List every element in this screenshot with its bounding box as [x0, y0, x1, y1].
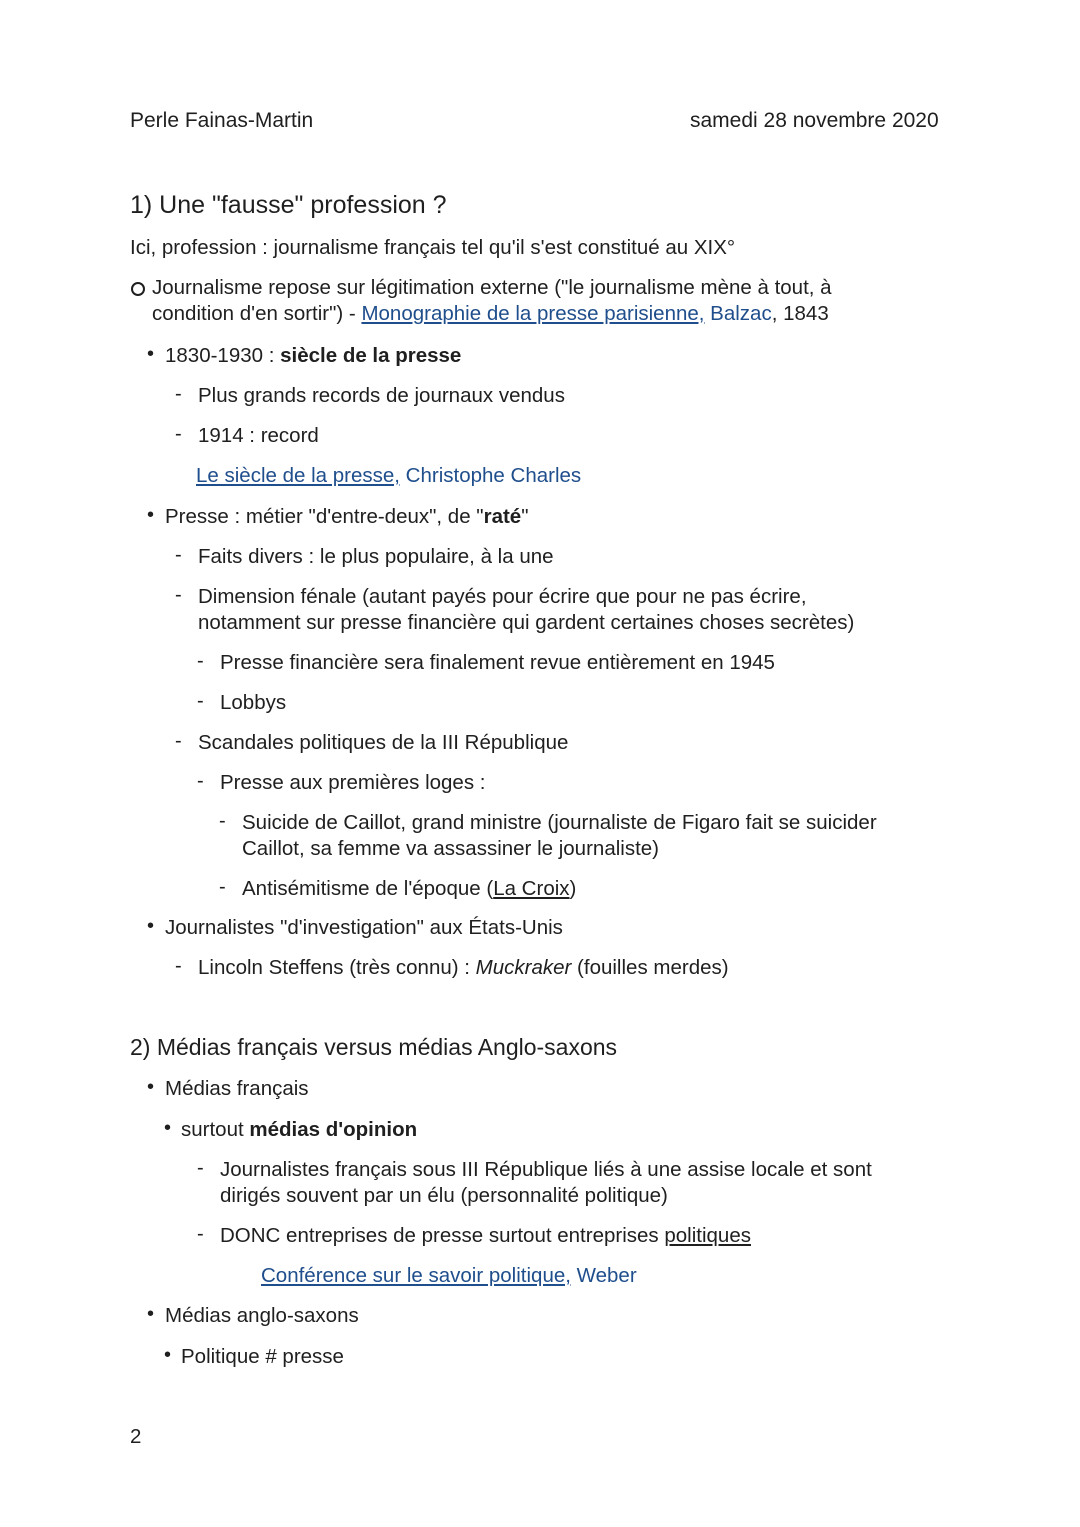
dash-bullet-icon: - — [175, 730, 182, 752]
bullet-text-end: " — [521, 505, 529, 528]
bullet-metier — [165, 504, 528, 530]
dash-item-records: Plus grands records de journaux vendus — [198, 384, 565, 407]
reference-link-siecle[interactable]: Le siècle de la presse, — [196, 464, 400, 487]
bullet-bold-text: siècle de la presse — [280, 344, 462, 367]
bullet-text: Presse : métier "d'entre-deux", de " — [165, 505, 484, 528]
point-line-2-text: condition d'en sortir") - — [152, 302, 362, 325]
dot-bullet-icon: • — [164, 1117, 172, 1139]
item-text-end: (fouilles merdes) — [571, 956, 729, 979]
sub-sub-item-caillot-line-1: Suicide de Caillot, grand ministre (journaliste de Figaro fait se suicider — [242, 811, 877, 834]
dash-item-journalistes-line-1: Journalistes français sous III République liés à une assise locale et sont — [220, 1158, 872, 1181]
reference-siecle-presse — [196, 463, 581, 489]
sub-item-presse-financiere: Presse financière sera finalement revue entièrement en 1945 — [220, 651, 775, 674]
dash-bullet-icon: - — [175, 544, 182, 566]
item-text: Lincoln Steffens (très connu) : — [198, 956, 476, 979]
page-number: 2 — [130, 1425, 142, 1448]
dash-bullet-icon: - — [175, 383, 182, 405]
reference-year: , 1843 — [771, 302, 829, 325]
dot-bullet-icon: • — [147, 1303, 155, 1325]
item-text: DONC entreprises de presse surtout entreprises — [220, 1224, 665, 1247]
author-name: Perle Fainas-Martin — [130, 109, 314, 132]
la-croix-link[interactable]: La Croix — [493, 877, 570, 900]
dash-bullet-icon: - — [219, 810, 226, 832]
section-1-title: 1) Une "fausse" profession ? — [130, 191, 447, 219]
dash-bullet-icon: - — [197, 1157, 204, 1179]
bullet-text: 1830-1930 : — [165, 344, 281, 367]
bullet-medias-anglo-saxons: Médias anglo-saxons — [165, 1304, 359, 1327]
dot-bullet-icon: • — [147, 1076, 155, 1098]
sub-item-premieres-loges: Presse aux premières loges : — [220, 771, 486, 794]
dash-bullet-icon: - — [197, 650, 204, 672]
section-1-intro: Ici, profession : journalisme français tel qu'il s'est constitué au XIX° — [130, 236, 736, 259]
item-italic-text: Muckraker — [475, 956, 572, 979]
dash-bullet-icon: - — [197, 770, 204, 792]
bullet-bold-text: raté — [483, 505, 522, 528]
reference-link-monographie[interactable]: Monographie de la presse parisienne, — [361, 302, 705, 325]
bullet-investigation: Journalistes "d'investigation" aux États-Unis — [165, 916, 563, 939]
dot-bullet-icon: • — [147, 915, 155, 937]
dash-item-steffens — [198, 955, 729, 981]
sub-sub-item-antisemitisme — [242, 876, 576, 902]
dash-item-faits-divers: Faits divers : le plus populaire, à la une — [198, 545, 554, 568]
dot-bullet-icon: • — [164, 1344, 172, 1366]
dash-item-journalistes-line-2: dirigés souvent par un élu (personnalité politique) — [220, 1184, 668, 1207]
reference-author-weber: Weber — [570, 1264, 637, 1287]
dash-item-scandales: Scandales politiques de la III République — [198, 731, 569, 754]
sub-bullet-politique-presse: Politique # presse — [181, 1345, 344, 1368]
dash-bullet-icon: - — [197, 1223, 204, 1245]
sub-sub-item-caillot-line-2: Caillot, sa femme va assassiner le journaliste) — [242, 837, 659, 860]
dash-item-1914: 1914 : record — [198, 424, 319, 447]
dash-item-dimension-line-2: notamment sur presse financière qui gardent certaines choses secrètes) — [198, 611, 855, 634]
document-date: samedi 28 novembre 2020 — [690, 109, 939, 132]
point-line-1: Journalisme repose sur légitimation externe ("le journalisme mène à tout, à — [152, 276, 832, 299]
dash-bullet-icon: - — [175, 423, 182, 445]
item-text: Antisémitisme de l'époque ( — [242, 877, 494, 900]
dash-bullet-icon: - — [219, 876, 226, 898]
dot-bullet-icon: • — [147, 343, 155, 365]
item-text-end: ) — [569, 877, 577, 900]
reference-link-conference[interactable]: Conférence sur le savoir politique, — [261, 1264, 571, 1287]
reference-author-balzac: Balzac — [704, 302, 772, 325]
reference-author-charles: Christophe Charles — [399, 464, 582, 487]
bullet-medias-francais: Médias français — [165, 1077, 309, 1100]
point-line-2 — [152, 301, 829, 327]
dash-bullet-icon: - — [197, 690, 204, 712]
bullet-bold-text: médias d'opinion — [249, 1118, 418, 1141]
dash-item-donc — [220, 1223, 751, 1249]
sub-item-lobbys: Lobbys — [220, 691, 287, 714]
dash-bullet-icon: - — [175, 584, 182, 606]
reference-weber — [261, 1263, 637, 1289]
bullet-siecle-presse — [165, 343, 461, 369]
sub-bullet-opinion — [181, 1117, 417, 1143]
section-2-title: 2) Médias français versus médias Anglo-saxons — [130, 1034, 618, 1060]
dash-item-dimension-line-1: Dimension fénale (autant payés pour écrire que pour ne pas écrire, — [198, 585, 807, 608]
bullet-text: surtout — [181, 1118, 250, 1141]
dot-bullet-icon: • — [147, 504, 155, 526]
item-underlined-text: politiques — [664, 1224, 751, 1247]
circle-bullet-icon — [131, 282, 145, 296]
dash-bullet-icon: - — [175, 955, 182, 977]
